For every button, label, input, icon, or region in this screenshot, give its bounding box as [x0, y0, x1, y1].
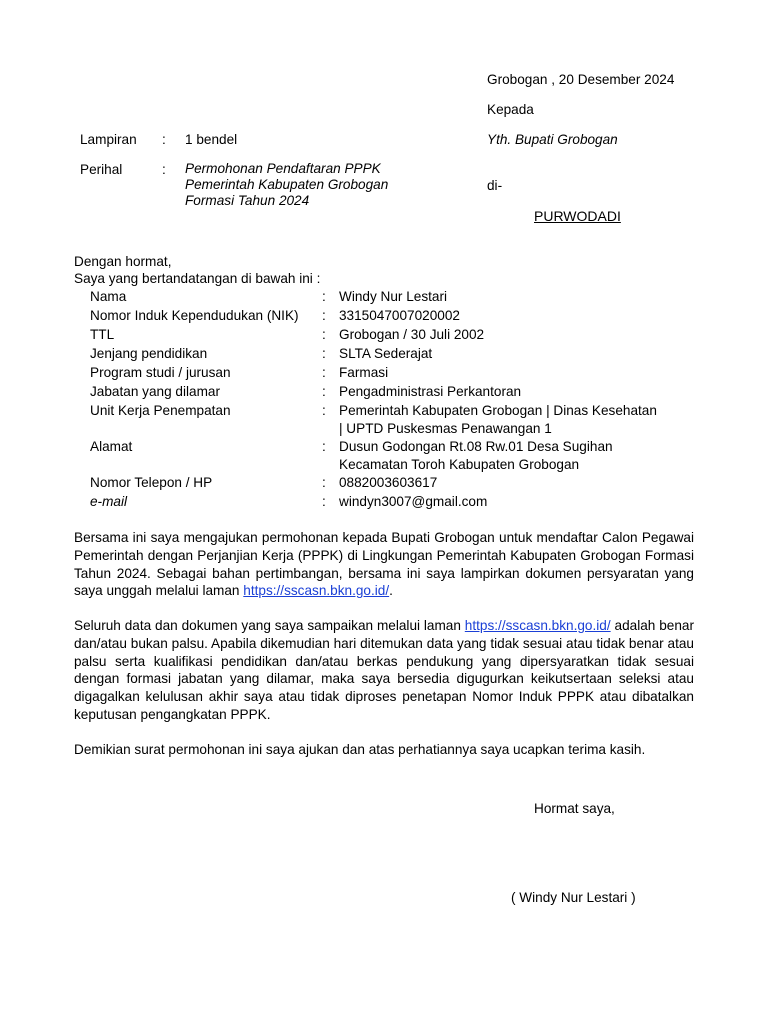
identity-value: Farmasi — [339, 365, 389, 380]
identity-colon: : — [322, 327, 326, 342]
perihal-colon: : — [162, 162, 166, 177]
identity-row — [90, 493, 690, 511]
identity-colon: : — [322, 346, 326, 361]
identity-row — [90, 345, 690, 363]
addressed-to: Kepada — [487, 102, 534, 117]
identity-row — [90, 326, 690, 344]
greeting: Dengan hormat, — [74, 254, 172, 269]
paragraph-text: Bersama ini saya mengajukan permohonan kepada Bupati Grobogan untuk mendaftar Calon Pegawai Pemerintah dengan Perjanjian Kerja (PPPK) di Lingkungan Pemerintah Kabupaten Grobogan Formasi Tahun 2024. Sebagai bahan pertimbangan, bersama ini saya lampirkan dokumen persyaratan yang saya unggah melalui laman — [74, 530, 694, 599]
identity-label: Jenjang pendidikan — [90, 346, 208, 361]
identity-label: Jabatan yang dilamar — [90, 384, 220, 399]
identity-value-line: | UPTD Puskesmas Penawangan 1 — [339, 420, 552, 436]
identity-value: Pengadministrasi Perkantoran — [339, 384, 522, 399]
identity-colon: : — [322, 494, 326, 509]
sscasn-link[interactable]: https://sscasn.bkn.go.id/ — [243, 583, 390, 599]
recipient: Yth. Bupati Grobogan — [487, 132, 618, 147]
identity-label: Alamat — [90, 439, 133, 454]
identity-value: windyn3007@gmail.com — [339, 494, 488, 509]
identity-row — [90, 307, 690, 325]
identity-value: 3315047007020002 — [339, 308, 460, 323]
identity-value — [339, 402, 690, 437]
identity-value-line: Pemerintah Kabupaten Grobogan | Dinas Kesehatan — [339, 403, 657, 418]
intro-line: Saya yang bertandatangan di bawah ini : — [74, 271, 321, 286]
identity-row — [90, 364, 690, 382]
identity-colon: : — [322, 308, 326, 323]
lampiran-value: 1 bendel — [185, 132, 238, 147]
identity-row — [90, 402, 690, 437]
identity-colon: : — [322, 289, 326, 304]
identity-value — [339, 438, 690, 473]
paragraph-declaration — [74, 617, 694, 724]
identity-colon: : — [322, 365, 326, 380]
paragraph-closing: Demikian surat permohonan ini saya ajukan dan atas perhatiannya saya ucapkan terima kasih. — [74, 742, 646, 757]
identity-value: Grobogan / 30 Juli 2002 — [339, 327, 485, 342]
perihal-line: Permohonan Pendaftaran PPPK — [185, 161, 381, 176]
signatory-name: ( Windy Nur Lestari ) — [511, 890, 636, 905]
identity-colon: : — [322, 384, 326, 399]
identity-label: TTL — [90, 327, 115, 342]
sscasn-link[interactable]: https://sscasn.bkn.go.id/ — [464, 618, 611, 633]
identity-row — [90, 288, 690, 306]
identity-label: Nomor Telepon / HP — [90, 475, 213, 490]
identity-row — [90, 438, 690, 473]
identity-label: Unit Kerja Penempatan — [90, 403, 231, 418]
identity-label: Nama — [90, 289, 127, 304]
paragraph-text: Seluruh data dan dokumen yang saya sampaikan melalui laman — [74, 618, 465, 633]
identity-label: e-mail — [90, 494, 128, 509]
paragraph-text: adalah benar dan/atau bukan palsu. Apabila dikemudian hari ditemukan data yang tidak sesuai atau tidak benar atau palsu serta kualifikasi pendidikan dan/atau berkas pendukung yang dipersyaratkan tidak sesuai dengan formasi jabatan yang dilamar, maka saya bersedia digugurkan keikutsertaan seleksi atau digagalkan kelulusan akhir saya atau tidak diproses penetapan Nomor Induk PPPK atau dibatalkan keputusan pengangkatan PPPK. — [74, 618, 694, 722]
perihal-line: Pemerintah Kabupaten Grobogan — [185, 177, 389, 192]
identity-colon: : — [322, 439, 326, 454]
identity-table — [90, 288, 690, 512]
perihal-line: Formasi Tahun 2024 — [185, 193, 310, 208]
lampiran-colon: : — [162, 132, 166, 147]
recipient-city: PURWODADI — [534, 208, 621, 224]
identity-value-line: Kecamatan Toroh Kabupaten Grobogan — [339, 456, 580, 472]
perihal-label: Perihal — [80, 162, 123, 177]
paragraph-application — [74, 529, 694, 600]
identity-row — [90, 383, 690, 401]
paragraph-text: . — [389, 583, 393, 599]
identity-value: SLTA Sederajat — [339, 346, 433, 361]
identity-value: 0882003603617 — [339, 475, 438, 490]
identity-colon: : — [322, 475, 326, 490]
identity-value-line: Dusun Godongan Rt.08 Rw.01 Desa Sugihan — [339, 439, 613, 454]
identity-label: Nomor Induk Kependudukan (NIK) — [90, 308, 299, 323]
identity-colon: : — [322, 403, 326, 418]
identity-value: Windy Nur Lestari — [339, 289, 448, 304]
closing-salutation: Hormat saya, — [534, 801, 615, 816]
identity-row — [90, 474, 690, 492]
perihal-value — [185, 161, 388, 209]
di-label: di- — [487, 178, 503, 193]
identity-label: Program studi / jurusan — [90, 365, 231, 380]
lampiran-label: Lampiran — [80, 132, 137, 147]
letter-date: Grobogan , 20 Desember 2024 — [487, 72, 675, 87]
